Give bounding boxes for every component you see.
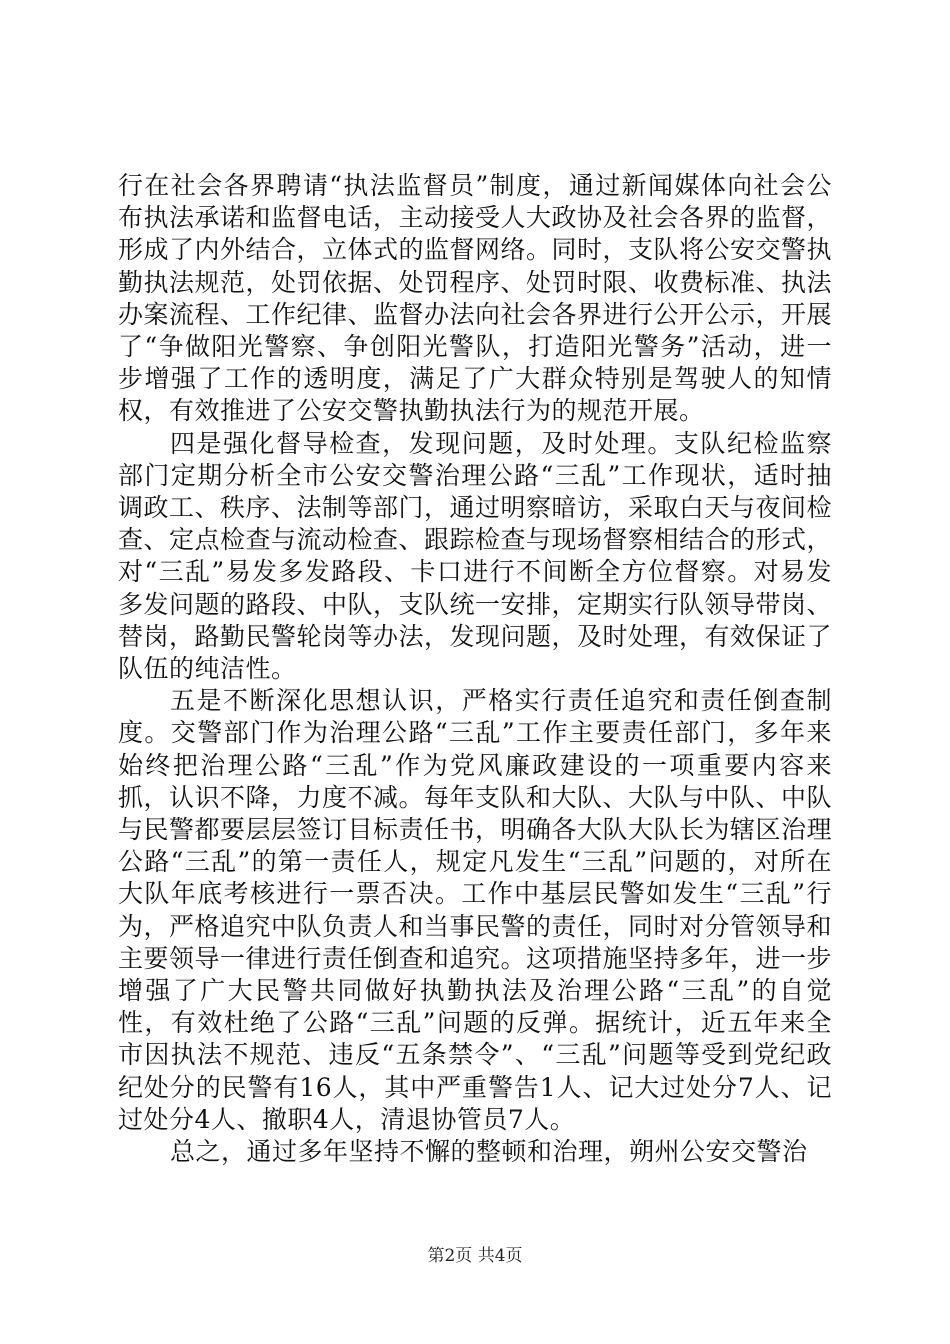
paragraph-point-four: 四是强化督导检查，发现问题，及时处理。支队纪检监察部门定期分析全市公安交警治理公路“三乱”工作现状，适时抽调政工、秩序、法制等部门，通过明察暗访，采取白天与夜间检查、定点检查与流动检查、跟踪检查与现场督察相结合的形式，对“三乱”易发多发路段、卡口进行不间断全方位督察。对易发多发问题的路段、中队，支队统一安排，定期实行队领导带岗、替岗，路勤民警轮岗等办法，发现问题，及时处理，有效保证了队伍的纯洁性。 (118, 428, 833, 684)
paragraph-continuation: 行在社会各界聘请“执法监督员”制度，通过新闻媒体向社会公布执法承诺和监督电话，主动接受人大政协及社会各界的监督，形成了内外结合，立体式的监督网络。同时，支队将公安交警执勤执法规范，处罚依据、处罚程序、处罚时限、收费标准、执法办案流程、工作纪律、监督办法向社会各界进行公开公示，开展了“争做阳光警察、争创阳光警队，打造阳光警务”活动，进一步增强了工作的透明度，满足了广大群众特别是驾驶人的知情权，有效推进了公安交警执勤执法行为的规范开展。 (118, 171, 833, 426)
document-body (118, 170, 832, 1168)
paragraph-point-five: 五是不断深化思想认识，严格实行责任追究和责任倒查制度。交警部门作为治理公路“三乱”工作主要责任部门，多年来始终把治理公路“三乱”作为党风廉政建设的一项重要内容来抓，认识不降，力度不减。每年支队和大队、大队与中队、中队与民警都要层层签订目标责任书，明确各大队大队长为辖区治理公路“三乱”的第一责任人，规定凡发生“三乱”问题的，对所在大队年底考核进行一票否决。工作中基层民警如发生“三乱”行为，严格追究中队负责人和当事民警的责任，同时对分管领导和主要领导一律进行责任倒查和追究。这项措施坚持多年，进一步增强了广大民警共同做好执勤执法及治理公路“三乱”的自觉性，有效杜绝了公路“三乱”问题的反弹。据统计，近五年来全市因执法不规范、违反“五条禁令”、“三乱”问题等受到党纪政纪处分的民警有16人，其中严重警告1人、记大过处分7人、记过处分4人、撤职4人，清退协管员7人。 (118, 686, 833, 1134)
page-number-footer: 第2页 共4页 (427, 1246, 523, 1266)
paragraph-conclusion: 总之，通过多年坚持不懈的整顿和治理，朔州公安交警治 (170, 1137, 808, 1167)
